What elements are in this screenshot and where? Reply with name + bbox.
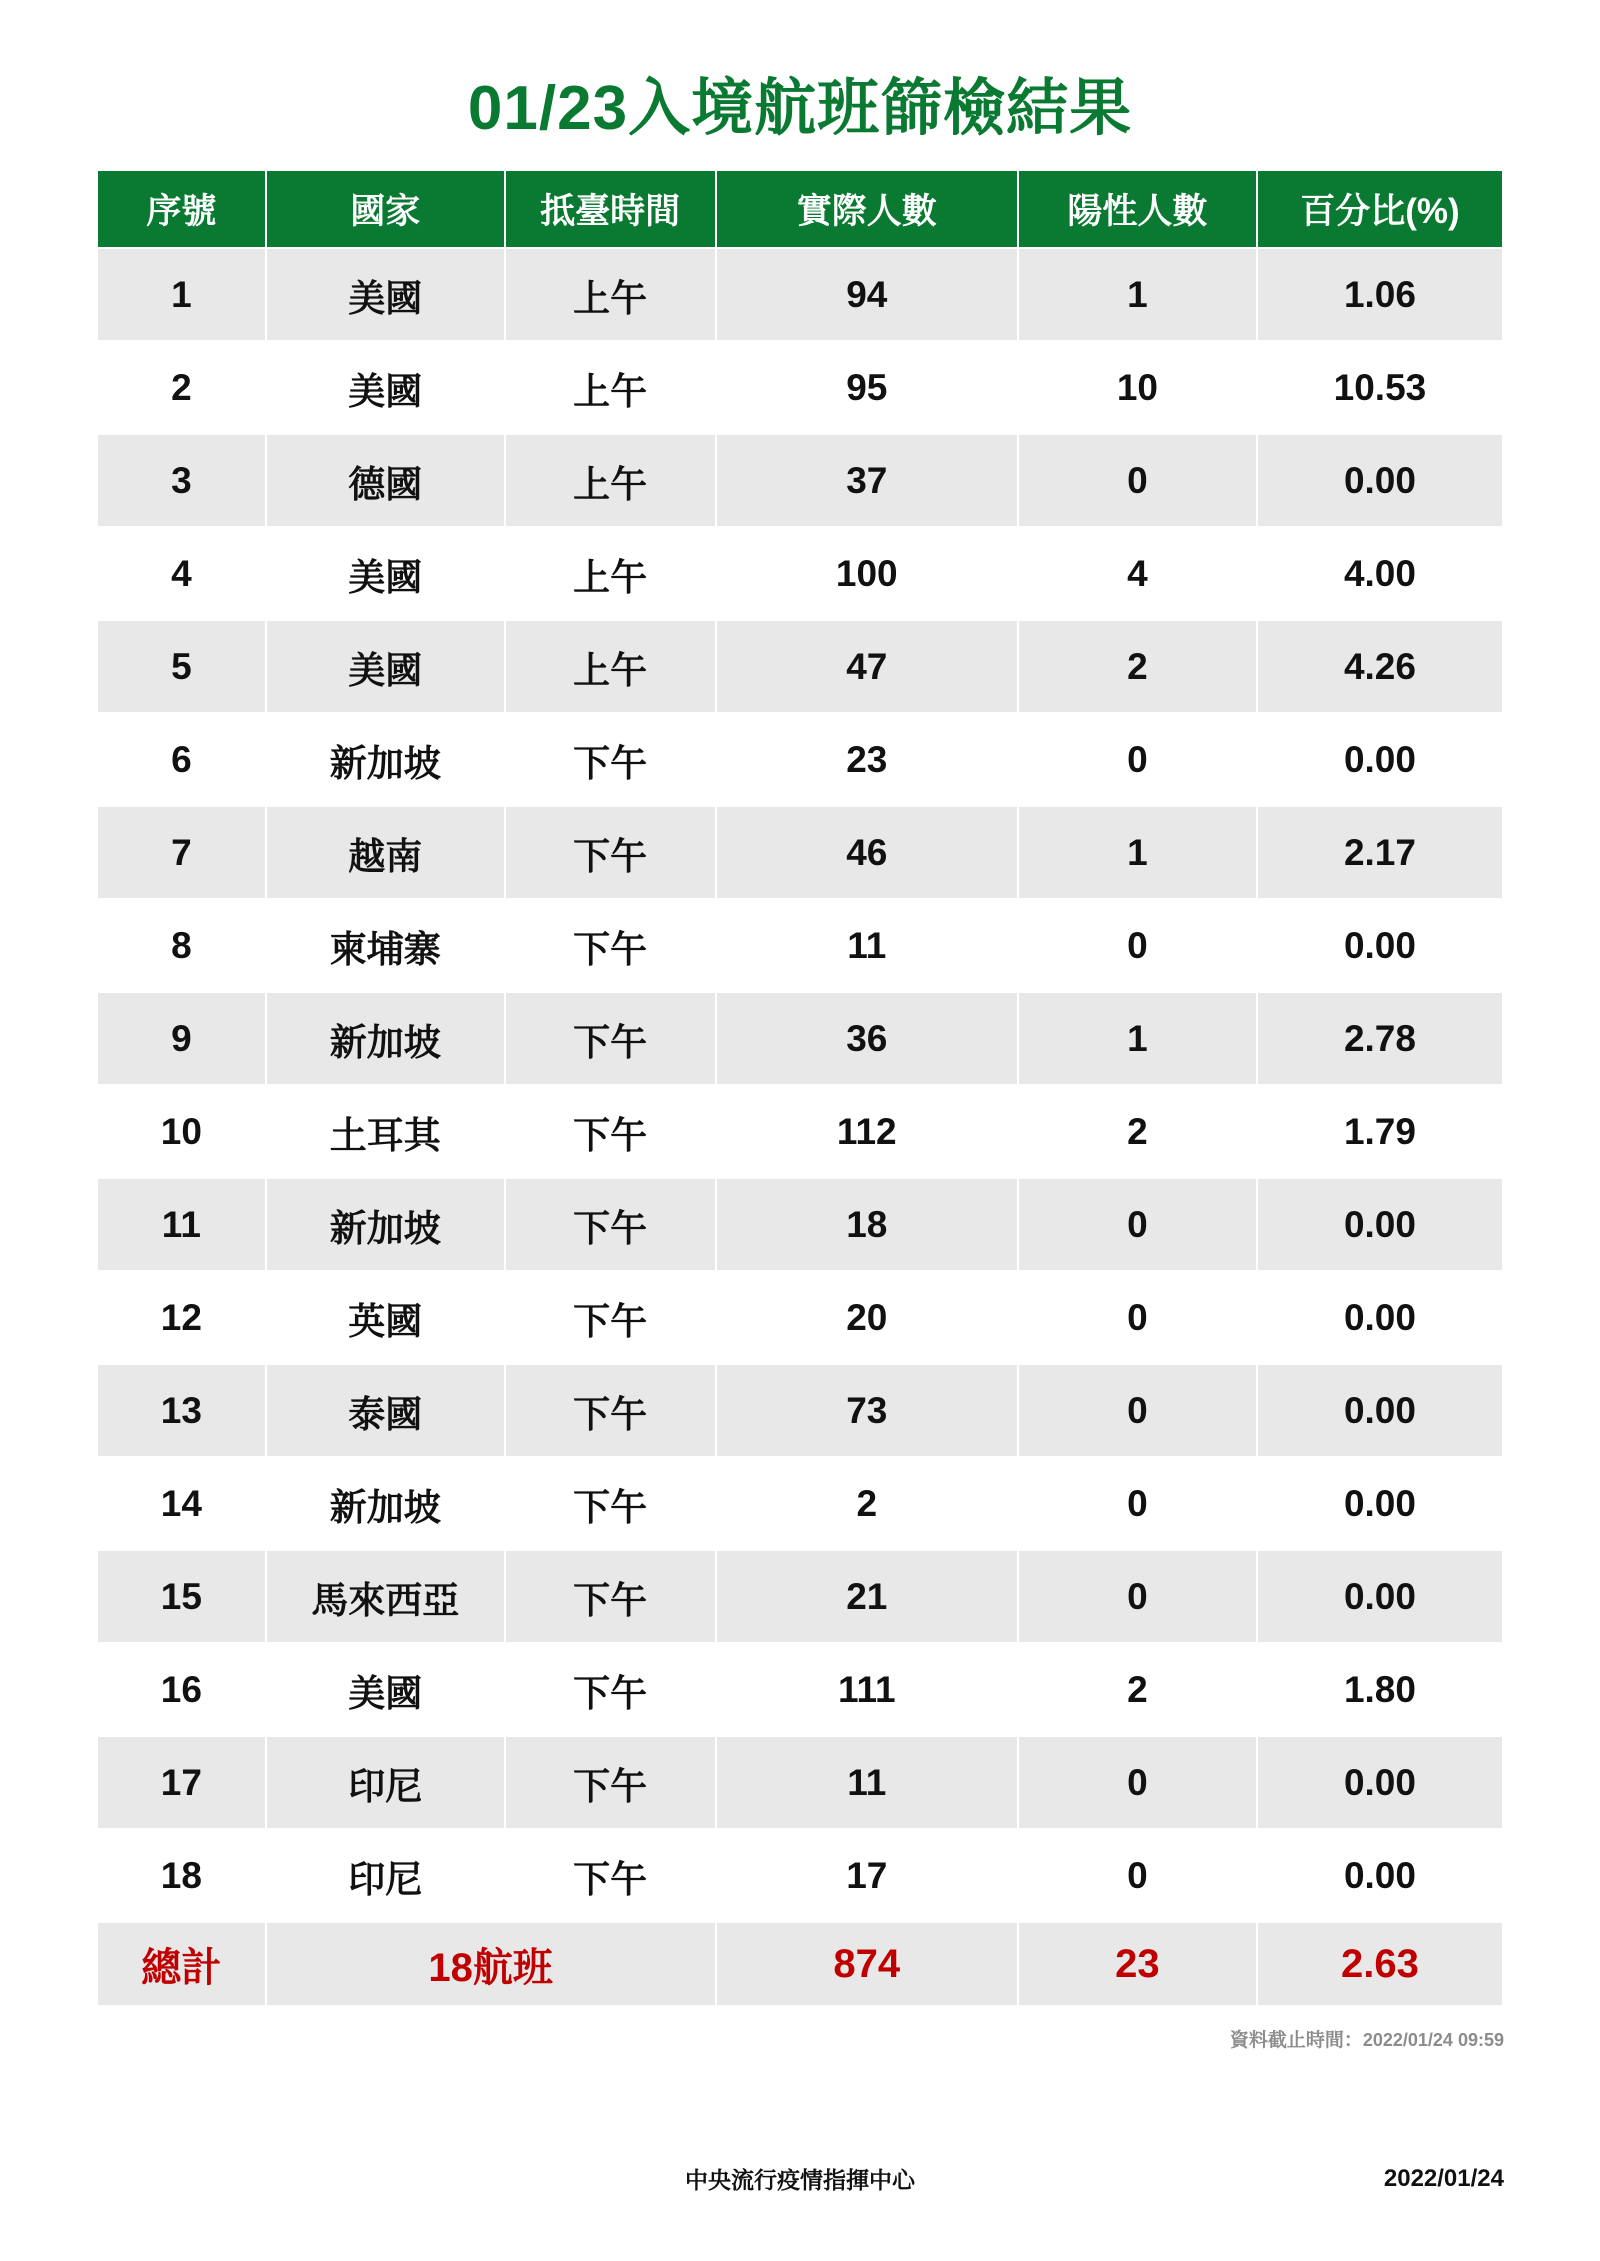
cell-positive-count: 0: [1018, 1829, 1257, 1922]
table-row: [97, 620, 1503, 713]
cell-positive-count: 0: [1018, 1271, 1257, 1364]
total-flights: 18航班: [266, 1922, 716, 2006]
cell-country: 美國: [266, 1643, 505, 1736]
cell-index: 10: [97, 1085, 266, 1178]
cell-country: 越南: [266, 806, 505, 899]
cell-index: 12: [97, 1271, 266, 1364]
cell-arrival-time: 下午: [505, 713, 716, 806]
cell-country: 土耳其: [266, 1085, 505, 1178]
table-header-row: [97, 170, 1503, 248]
column-header-arrival-time: 抵臺時間: [505, 170, 716, 248]
page-title: 01/23入境航班篩檢結果: [467, 74, 1133, 143]
cell-arrival-time: 上午: [505, 527, 716, 620]
cell-arrival-time: 上午: [505, 248, 716, 341]
cell-percentage: 0.00: [1257, 1364, 1503, 1457]
cell-actual-count: 94: [716, 248, 1018, 341]
cell-positive-count: 1: [1018, 248, 1257, 341]
cell-actual-count: 17: [716, 1829, 1018, 1922]
cell-positive-count: 0: [1018, 713, 1257, 806]
table-row: [97, 434, 1503, 527]
cell-country: 英國: [266, 1271, 505, 1364]
cell-index: 15: [97, 1550, 266, 1643]
cell-arrival-time: 上午: [505, 434, 716, 527]
cell-arrival-time: 下午: [505, 899, 716, 992]
cell-arrival-time: 下午: [505, 1085, 716, 1178]
cell-index: 1: [97, 248, 266, 341]
table-row: [97, 1457, 1503, 1550]
cell-actual-count: 112: [716, 1085, 1018, 1178]
cell-country: 泰國: [266, 1364, 505, 1457]
cell-positive-count: 0: [1018, 1550, 1257, 1643]
cell-index: 13: [97, 1364, 266, 1457]
footer-organization: 中央流行疫情指揮中心: [685, 2167, 915, 2193]
cell-arrival-time: 下午: [505, 1550, 716, 1643]
cell-positive-count: 4: [1018, 527, 1257, 620]
cell-positive-count: 10: [1018, 341, 1257, 434]
table-row: [97, 341, 1503, 434]
cell-country: 德國: [266, 434, 505, 527]
cell-country: 馬來西亞: [266, 1550, 505, 1643]
cell-positive-count: 0: [1018, 1364, 1257, 1457]
cell-country: 美國: [266, 248, 505, 341]
table-row: [97, 899, 1503, 992]
column-header-positive-count: 陽性人數: [1018, 170, 1257, 248]
cell-percentage: 2.78: [1257, 992, 1503, 1085]
cell-arrival-time: 上午: [505, 620, 716, 713]
table-row: [97, 992, 1503, 1085]
cell-arrival-time: 下午: [505, 1178, 716, 1271]
page-footer: [96, 2162, 1504, 2195]
cell-arrival-time: 下午: [505, 1643, 716, 1736]
cell-percentage: 0.00: [1257, 1271, 1503, 1364]
cell-country: 美國: [266, 620, 505, 713]
cell-percentage: 0.00: [1257, 1829, 1503, 1922]
total-positive-count: 23: [1018, 1922, 1257, 2006]
data-cutoff-timestamp: 2022/01/24 09:59: [1362, 2030, 1504, 2050]
cell-arrival-time: 上午: [505, 341, 716, 434]
cell-actual-count: 36: [716, 992, 1018, 1085]
column-header-actual-count: 實際人數: [716, 170, 1018, 248]
cell-index: 11: [97, 1178, 266, 1271]
cell-positive-count: 2: [1018, 1643, 1257, 1736]
cell-positive-count: 0: [1018, 1736, 1257, 1829]
cell-percentage: 1.79: [1257, 1085, 1503, 1178]
cell-actual-count: 18: [716, 1178, 1018, 1271]
cell-actual-count: 100: [716, 527, 1018, 620]
cell-country: 美國: [266, 341, 505, 434]
table-row: [97, 1178, 1503, 1271]
cell-arrival-time: 下午: [505, 1364, 716, 1457]
total-percentage: 2.63: [1257, 1922, 1503, 2006]
cell-actual-count: 111: [716, 1643, 1018, 1736]
cell-country: 新加坡: [266, 713, 505, 806]
cell-country: 柬埔寨: [266, 899, 505, 992]
table-row: [97, 806, 1503, 899]
cell-percentage: 4.00: [1257, 527, 1503, 620]
cell-percentage: 1.06: [1257, 248, 1503, 341]
data-cutoff-note: [96, 2025, 1504, 2052]
cell-actual-count: 11: [716, 1736, 1018, 1829]
cell-index: 5: [97, 620, 266, 713]
cell-percentage: 1.80: [1257, 1643, 1503, 1736]
column-header-index: 序號: [97, 170, 266, 248]
cell-percentage: 10.53: [1257, 341, 1503, 434]
cell-index: 17: [97, 1736, 266, 1829]
cell-positive-count: 0: [1018, 434, 1257, 527]
cell-arrival-time: 下午: [505, 1457, 716, 1550]
cell-index: 6: [97, 713, 266, 806]
cell-percentage: 2.17: [1257, 806, 1503, 899]
cell-positive-count: 2: [1018, 1085, 1257, 1178]
table-row: [97, 1271, 1503, 1364]
cell-arrival-time: 下午: [505, 992, 716, 1085]
cell-positive-count: 1: [1018, 806, 1257, 899]
cell-percentage: 0.00: [1257, 899, 1503, 992]
table-row: [97, 1085, 1503, 1178]
cell-arrival-time: 下午: [505, 1736, 716, 1829]
table-total-row: [97, 1922, 1503, 2006]
cell-percentage: 0.00: [1257, 434, 1503, 527]
screening-results-table-wrapper: [96, 169, 1504, 2007]
table-row: [97, 248, 1503, 341]
cell-index: 3: [97, 434, 266, 527]
table-row: [97, 713, 1503, 806]
table-row: [97, 1829, 1503, 1922]
cell-percentage: 0.00: [1257, 1550, 1503, 1643]
cell-index: 16: [97, 1643, 266, 1736]
cell-arrival-time: 下午: [505, 1271, 716, 1364]
table-header: [97, 170, 1503, 248]
cell-index: 7: [97, 806, 266, 899]
screening-results-table: [96, 169, 1504, 2007]
cell-positive-count: 0: [1018, 1457, 1257, 1550]
table-row: [97, 1643, 1503, 1736]
table-row: [97, 1736, 1503, 1829]
cell-actual-count: 11: [716, 899, 1018, 992]
cell-country: 新加坡: [266, 992, 505, 1085]
cell-country: 新加坡: [266, 1457, 505, 1550]
cell-actual-count: 20: [716, 1271, 1018, 1364]
cell-percentage: 0.00: [1257, 1736, 1503, 1829]
cell-actual-count: 47: [716, 620, 1018, 713]
column-header-percentage: 百分比(%): [1257, 170, 1503, 248]
table-row: [97, 1364, 1503, 1457]
cell-actual-count: 2: [716, 1457, 1018, 1550]
table-row: [97, 527, 1503, 620]
table-body: [97, 248, 1503, 2006]
cell-index: 2: [97, 341, 266, 434]
cell-actual-count: 21: [716, 1550, 1018, 1643]
cell-index: 18: [97, 1829, 266, 1922]
column-header-country: 國家: [266, 170, 505, 248]
cell-actual-count: 46: [716, 806, 1018, 899]
table-row: [97, 1550, 1503, 1643]
cell-positive-count: 2: [1018, 620, 1257, 713]
cell-positive-count: 0: [1018, 899, 1257, 992]
data-cutoff-label: 資料截止時間：: [1229, 2030, 1363, 2051]
cell-index: 9: [97, 992, 266, 1085]
cell-country: 新加坡: [266, 1178, 505, 1271]
cell-country: 印尼: [266, 1736, 505, 1829]
cell-percentage: 4.26: [1257, 620, 1503, 713]
cell-actual-count: 95: [716, 341, 1018, 434]
cell-country: 印尼: [266, 1829, 505, 1922]
cell-index: 8: [97, 899, 266, 992]
cell-actual-count: 37: [716, 434, 1018, 527]
cell-positive-count: 1: [1018, 992, 1257, 1085]
total-actual-count: 874: [716, 1922, 1018, 2006]
footer-date: 2022/01/24: [1383, 2164, 1504, 2192]
cell-percentage: 0.00: [1257, 1457, 1503, 1550]
cell-actual-count: 23: [716, 713, 1018, 806]
cell-arrival-time: 下午: [505, 806, 716, 899]
cell-index: 4: [97, 527, 266, 620]
total-label: 總計: [97, 1922, 266, 2006]
cell-index: 14: [97, 1457, 266, 1550]
cell-positive-count: 0: [1018, 1178, 1257, 1271]
cell-percentage: 0.00: [1257, 713, 1503, 806]
cell-percentage: 0.00: [1257, 1178, 1503, 1271]
cell-country: 美國: [266, 527, 505, 620]
cell-actual-count: 73: [716, 1364, 1018, 1457]
cell-arrival-time: 下午: [505, 1829, 716, 1922]
